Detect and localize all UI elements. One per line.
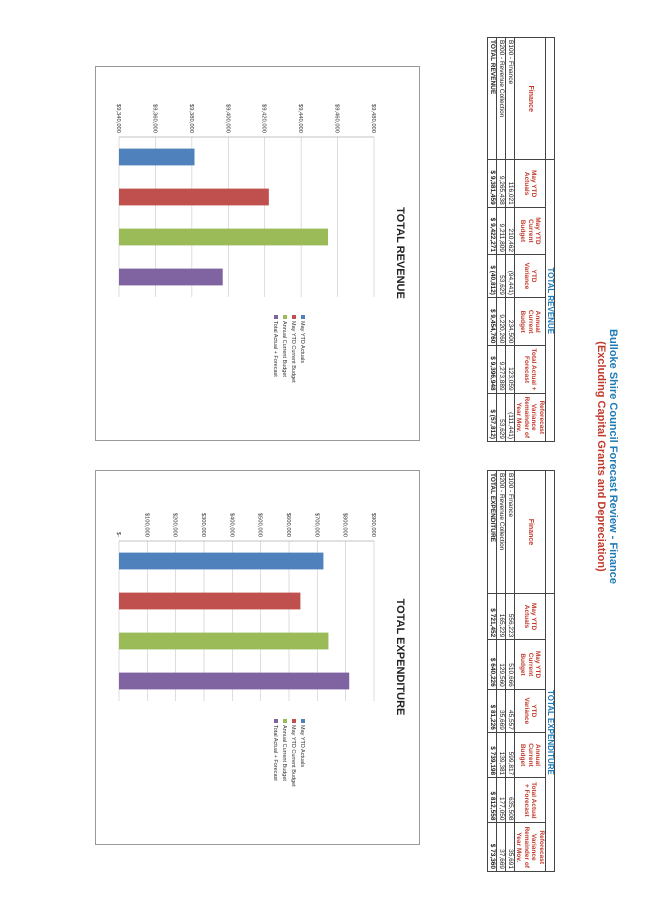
col-reforecast-variance: Reforecast Variance Remainder of Year Mov.: [515, 823, 546, 872]
col-may-ytd-actuals: May YTD Actuals: [515, 160, 546, 207]
cell-actuals: 116,021: [506, 160, 515, 207]
expenditure-legend-label: May YTD Current Budget: [290, 725, 296, 787]
cell-reforecast: 35,691: [506, 823, 515, 872]
revenue-chart-svg: [96, 67, 419, 440]
expenditure-column-headers: [515, 471, 546, 872]
total-name: TOTAL EXPENDITURE: [488, 471, 497, 594]
expenditure-legend-swatch: [301, 719, 305, 723]
total-budget: $ 640,226: [488, 640, 497, 690]
revenue-y-tick-label: $9,400,000: [224, 103, 231, 133]
revenue-column-headers: [515, 38, 546, 442]
cell-budget: 510,666: [506, 640, 515, 690]
cell-forecast: 9,273,889: [497, 346, 506, 393]
col-may-ytd-budget: May YTD Current Budget: [515, 207, 546, 254]
cell-forecast: 635,508: [506, 778, 515, 823]
row-name: B200 - Revenue Collection: [497, 471, 506, 594]
revenue-legend-label: Total Actual + Forecast: [272, 321, 278, 377]
cell-variance: 35,669: [497, 689, 506, 732]
revenue-legend-label: Annual Current Budget: [281, 321, 287, 377]
col-may-ytd-actuals: May YTD Actuals: [515, 593, 546, 639]
col-total-actual-forecast: Total Actual + Forecast: [515, 346, 546, 393]
revenue-legend-label: May YTD Actuals: [299, 321, 305, 364]
cell-actuals: 556,223: [506, 593, 515, 639]
total-actuals: $ 9,381,459: [488, 160, 497, 207]
row-name: B200 - Revenue Collection: [497, 38, 506, 160]
revenue-legend-swatch: [274, 315, 278, 319]
expenditure-y-tick-label: $700,000: [313, 512, 320, 537]
cell-budget: 210,462: [506, 207, 515, 254]
report-subtitle: (Excluding Capital Grants and Depreciation): [595, 341, 607, 572]
cell-reforecast: 37,669: [497, 823, 506, 872]
revenue-table: [487, 37, 555, 442]
cell-annual: 139,381: [497, 732, 506, 777]
revenue-y-tick-label: $9,440,000: [297, 103, 304, 133]
cell-reforecast: 53,629: [497, 393, 506, 441]
total-reforecast: $ (57,812): [488, 393, 497, 441]
expenditure-y-tick-label: $200,000: [171, 512, 178, 537]
col-annual-budget: Annual Current Budget: [515, 297, 546, 345]
revenue-y-tick-label: $9,480,000: [370, 103, 376, 133]
col-may-ytd-budget: May YTD Current Budget: [515, 640, 546, 690]
revenue-chart-title: TOTAL REVENUE: [394, 207, 406, 299]
table-row: [497, 471, 506, 872]
revenue-chart: [95, 66, 420, 441]
table-row: [497, 38, 506, 442]
cell-variance: 45,557: [506, 689, 515, 732]
revenue-legend-swatch: [283, 315, 287, 319]
total-variance: $ (40,812): [488, 255, 497, 298]
revenue-bar: [119, 229, 328, 246]
cell-annual: 234,500: [506, 297, 515, 345]
revenue-y-tick-label: $9,380,000: [187, 103, 194, 133]
table-row: [506, 38, 515, 442]
row-name: B100 - Finance: [506, 38, 515, 160]
total-annual: $ 739,198: [488, 732, 497, 777]
total-row: [488, 471, 497, 872]
col-finance: Finance: [515, 471, 546, 594]
expenditure-bar: [119, 633, 328, 650]
cell-variance: (94,441): [506, 255, 515, 298]
cell-variance: 53,629: [497, 255, 506, 298]
cell-annual: 599,817: [506, 732, 515, 777]
total-forecast: $ 9,396,948: [488, 346, 497, 393]
cell-reforecast: (111,441): [506, 393, 515, 441]
revenue-y-tick-label: $9,340,000: [115, 103, 121, 133]
total-budget: $ 9,422,271: [488, 207, 497, 254]
revenue-legend-label: May YTD Current Budget: [290, 321, 296, 383]
expenditure-legend-label: May YTD Actuals: [299, 725, 305, 768]
expenditure-table: [487, 470, 555, 872]
revenue-bar: [119, 189, 269, 206]
cell-actuals: 9,265,438: [497, 160, 506, 207]
expenditure-y-tick-label: $300,000: [200, 512, 206, 537]
total-annual: $ 9,454,760: [488, 297, 497, 345]
cell-annual: 9,220,260: [497, 297, 506, 345]
report-title: Bulloke Shire Council Forecast Review - Finance: [607, 329, 619, 584]
revenue-section-title: TOTAL REVENUE: [546, 160, 555, 442]
expenditure-legend-swatch: [283, 719, 287, 723]
cell-forecast: 123,059: [506, 346, 515, 393]
expenditure-y-tick-label: $500,000: [256, 512, 263, 537]
total-forecast: $ 812,558: [488, 778, 497, 823]
expenditure-legend-swatch: [274, 719, 278, 723]
expenditure-y-tick-label: $800,000: [341, 512, 348, 537]
expenditure-y-tick-label: $400,000: [228, 512, 235, 537]
col-ytd-variance: YTD Variance: [515, 689, 546, 732]
total-variance: $ 81,226: [488, 689, 497, 732]
revenue-y-tick-label: $9,360,000: [151, 103, 158, 133]
row-name: B100 - Finance: [506, 471, 515, 594]
total-row: [488, 38, 497, 442]
expenditure-legend-label: Annual Current Budget: [281, 725, 287, 781]
expenditure-y-tick-label: $600,000: [285, 512, 291, 537]
expenditure-legend-label: Total Actual + Forecast: [272, 725, 278, 781]
cell-forecast: 177,050: [497, 778, 506, 823]
revenue-bar: [119, 149, 195, 166]
cell-budget: 9,211,809: [497, 207, 506, 254]
expenditure-legend-swatch: [292, 719, 296, 723]
expenditure-y-tick-label: $100,000: [143, 512, 150, 537]
total-name: TOTAL REVENUE: [488, 38, 497, 160]
revenue-y-tick-label: $9,420,000: [260, 103, 267, 133]
revenue-y-tick-label: $9,460,000: [333, 103, 340, 133]
revenue-legend-swatch: [292, 315, 296, 319]
col-reforecast-variance: Reforecast Variance Remainder of Year Mov.: [515, 393, 546, 441]
revenue-legend-swatch: [301, 315, 305, 319]
col-ytd-variance: YTD Variance: [515, 255, 546, 298]
table-row: [506, 471, 515, 872]
cell-actuals: 165,229: [497, 593, 506, 639]
expenditure-section-title: TOTAL EXPENDITURE: [546, 593, 555, 871]
expenditure-bar: [119, 593, 300, 610]
expenditure-chart-svg: [96, 471, 419, 844]
total-actuals: $ 721,452: [488, 593, 497, 639]
cell-budget: 129,560: [497, 640, 506, 690]
col-finance: Finance: [515, 38, 546, 160]
expenditure-bar: [119, 553, 323, 570]
expenditure-chart-title: TOTAL EXPENDITURE: [394, 598, 406, 716]
col-total-actual-forecast: Total Actual + Forecast: [515, 778, 546, 823]
expenditure-chart: [95, 470, 420, 845]
total-reforecast: $ 73,360: [488, 823, 497, 872]
expenditure-section-header: [546, 471, 555, 872]
report-title-block: [595, 0, 619, 913]
col-annual-budget: Annual Current Budget: [515, 732, 546, 777]
revenue-bar: [119, 269, 223, 286]
expenditure-y-tick-label: $900,000: [370, 512, 376, 537]
revenue-section-header: [546, 38, 555, 442]
expenditure-y-tick-label: $-: [115, 531, 121, 537]
expenditure-bar: [119, 673, 349, 690]
